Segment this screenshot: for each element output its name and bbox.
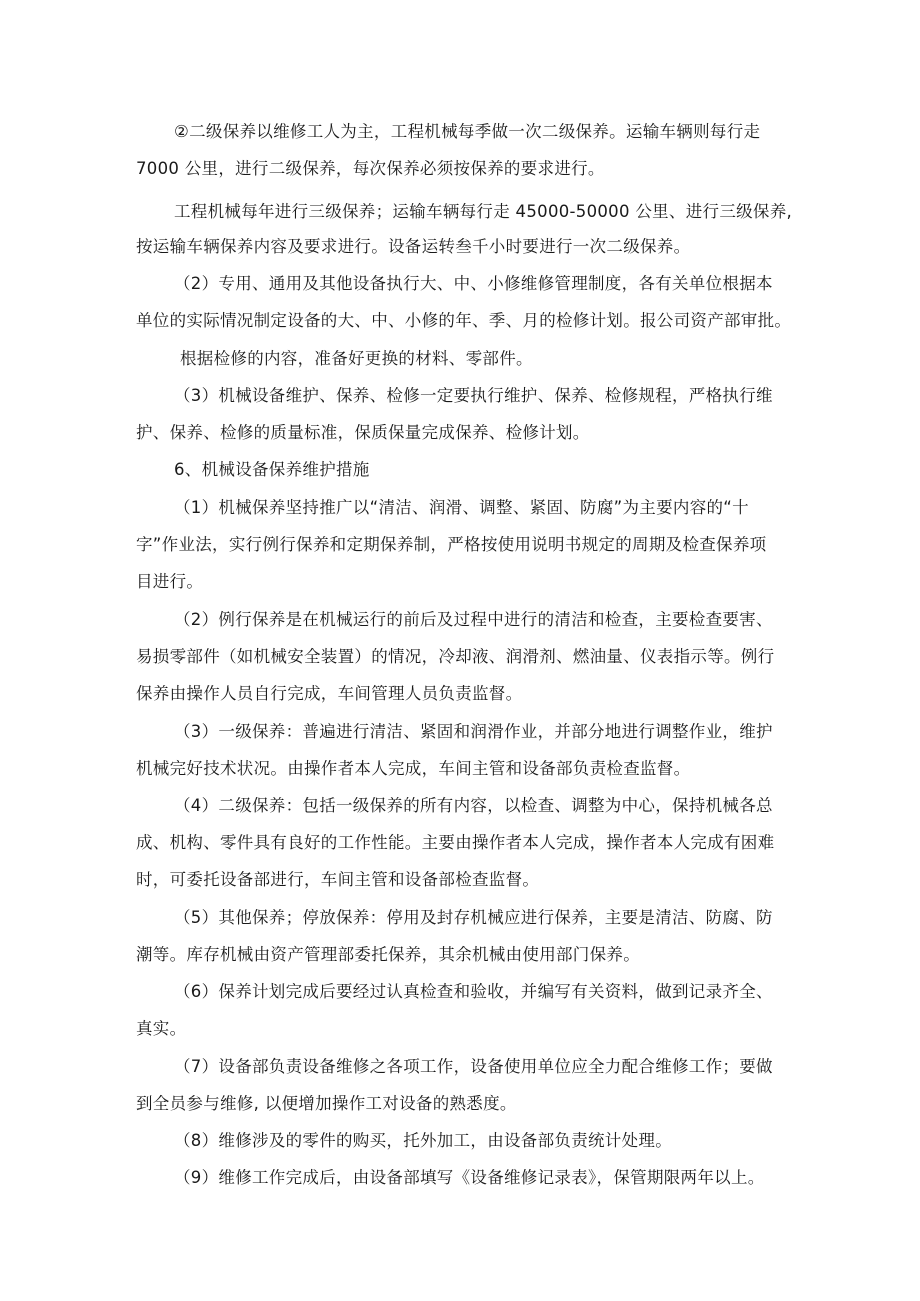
text-line: （5）其他保养；停放保养：停用及封存机械应进行保养，主要是清洁、防腐、防 [174,908,773,927]
text-line: 易损零部件（如机械安全装置）的情况，冷却液、润滑剂、燃油量、仪表指示等。例行 [136,647,775,666]
section-heading: 6、机械设备保养维护措施 [174,460,370,479]
text-line: （2）例行保养是在机械运行的前后及过程中进行的清洁和检查，主要检查要害、 [174,610,773,629]
text-line: 机械完好技术状况。由操作者本人完成，车间主管和设备部负责检查监督。 [136,759,691,778]
text-line: 根据检修的内容，准备好更换的材料、零部件。 [180,349,533,368]
text-line: 7000 公里，进行二级保养，每次保养必须按保养的要求进行。 [136,159,605,178]
text-line: （3）一级保养：普遍进行清洁、紧固和润滑作业，并部分地进行调整作业，维护 [174,722,773,741]
text-line: 单位的实际情况制定设备的大、中、小修的年、季、月的检修计划。报公司资产部审批。 [136,311,792,330]
text-line: 保养由操作人员自行完成，车间管理人员负责监督。 [136,684,523,703]
text-line: 按运输车辆保养内容及要求进行。设备运转叁千小时要进行一次二级保养。 [136,237,691,256]
text-line: 时，可委托设备部进行，车间主管和设备部检查监督。 [136,870,540,889]
text-line: （6）保养计划完成后要经过认真检查和验收，并编写有关资料，做到记录齐全、 [174,982,773,1001]
text-line: 成、机构、零件具有良好的工作性能。主要由操作者本人完成，操作者本人完成有困难 [136,833,775,852]
text-line: 潮等。库存机械由资产管理部委托保养，其余机械由使用部门保养。 [136,945,640,964]
text-line: （2）专用、通用及其他设备执行大、中、小修维修管理制度，各有关单位根据本 [174,274,773,293]
text-line: 字”作业法，实行例行保养和定期保养制，严格按使用说明书规定的周期及检查保养项 [136,535,767,554]
text-line: 真实。 [136,1019,187,1038]
text-line: （4）二级保养：包括一级保养的所有内容，以检查、调整为中心，保持机械各总 [174,796,773,815]
text-line: （3）机械设备维护、保养、检修一定要执行维护、保养、检修规程，严格执行维 [174,386,773,405]
text-line: 目进行。 [136,572,204,591]
text-line: 工程机械每年进行三级保养；运输车辆每行走 45000-50000 公里、进行三级保养, [174,202,793,221]
text-line: （1）机械保养坚持推广以“清洁、润滑、调整、紧固、防腐”为主要内容的“十 [174,498,749,517]
text-line: 到全员参与维修, 以便增加操作工对设备的熟悉度。 [136,1094,517,1113]
text-line: ②二级保养以维修工人为主，工程机械每季做一次二级保养。运输车辆则每行走 [174,122,761,141]
text-line: （7）设备部负责设备维修之各项工作，设备使用单位应全力配合维修工作；要做 [174,1057,773,1076]
text-line: 护、保养、检修的质量标准，保质保量完成保养、检修计划。 [136,423,590,442]
text-line: （9）维修工作完成后，由设备部填写《设备维修记录表》，保管期限两年以上。 [174,1168,765,1187]
text-line: （8）维修涉及的零件的购买，托外加工，由设备部负责统计处理。 [174,1131,672,1150]
